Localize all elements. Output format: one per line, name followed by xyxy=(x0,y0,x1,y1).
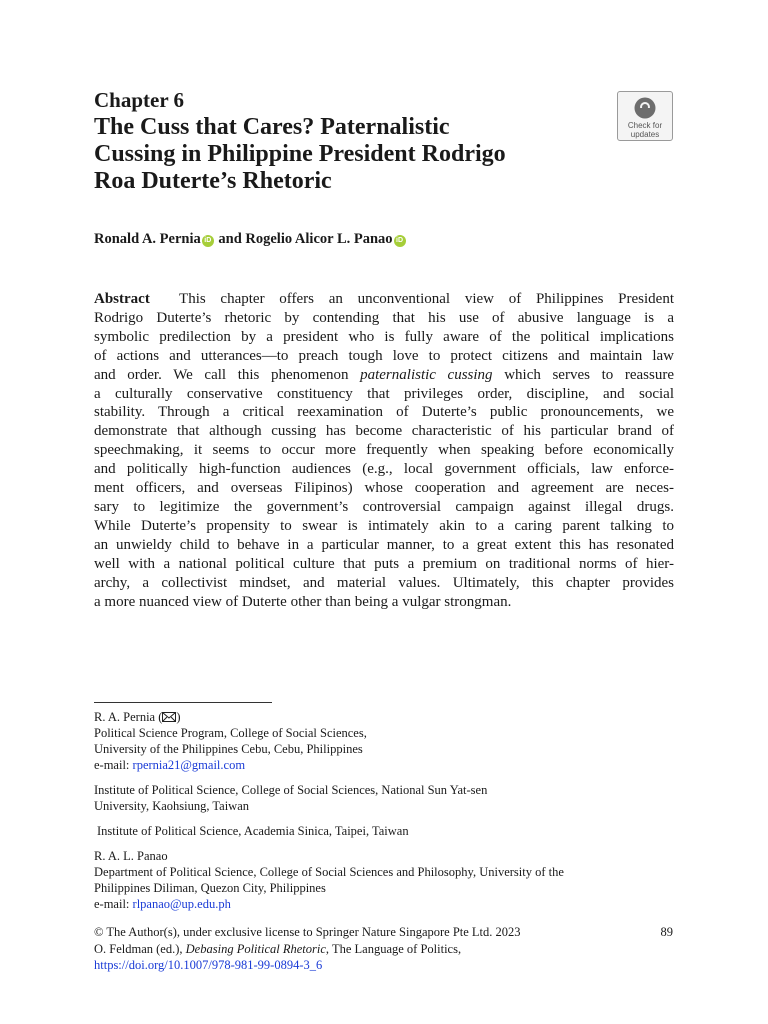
check-for-updates-icon xyxy=(633,96,657,120)
chapter-title-line: The Cuss that Cares? Paternalistic xyxy=(94,114,450,140)
footnote-email: e-mail: rpernia21@gmail.com xyxy=(94,758,246,772)
footnote-affiliation-b xyxy=(94,782,684,814)
orcid-icon[interactable]: iD xyxy=(394,235,406,247)
footnote-email: e-mail: rlpanao@up.edu.ph xyxy=(94,897,231,911)
page-number: 89 xyxy=(660,925,673,939)
book-title: Debasing Political Rhetoric xyxy=(185,941,326,956)
author-joiner: and xyxy=(218,231,242,247)
abstract-line: demonstrate that although cussing has become characteristic of his particular brand of xyxy=(94,423,674,440)
chapter-title-line: Roa Duterte’s Rhetoric xyxy=(94,168,332,194)
footnote-affiliation: University, Kaohsiung, Taiwan xyxy=(94,799,250,813)
abstract-line: a more nuanced view of Duterte other than being a vulgar strongman. xyxy=(94,593,512,610)
footnote-panao xyxy=(94,848,684,912)
abstract xyxy=(94,290,674,611)
abstract-line: and order. We call this phenomenon paternalistic cussing which serves to reassure xyxy=(94,366,674,383)
author-name: Ronald A. Pernia xyxy=(94,231,201,247)
copyright-line: © The Author(s), under exclusive license to Springer Nature Singapore Pte Ltd. 2023 xyxy=(94,925,521,939)
chapter-title xyxy=(94,114,614,195)
abstract-line: and politically high-function audiences (e.g., local government officials, law enforce- xyxy=(94,461,674,478)
abstract-line: Rodrigo Duterte’s rhetoric by contending that his use of abusive language is a xyxy=(94,309,674,326)
abstract-line: well with a national political culture that puts a premium on traditional norms of hier- xyxy=(94,555,674,572)
abstract-line: stability. Through a critical reexamination of Duterte’s public pronouncements, we xyxy=(94,404,674,421)
email-link[interactable]: rpernia21@gmail.com xyxy=(132,758,246,772)
copyright-block xyxy=(94,924,674,974)
footnote-affiliation: Political Science Program, College of Social Sciences, xyxy=(94,726,367,740)
abstract-line: sary to legitimize the government’s controversial campaign against illegal drugs. xyxy=(94,498,674,515)
check-for-updates-text: updates xyxy=(630,130,660,139)
chapter-title-line: Cussing in Philippine President Rodrigo xyxy=(94,141,506,167)
abstract-line: an unwieldy child to behave in a particular manner, to a great extent this has resonated xyxy=(94,536,674,553)
doi-line xyxy=(94,957,674,974)
abstract-line: ment officers, and overseas Filipinos) whose cooperation and agreement are neces- xyxy=(94,480,674,497)
abstract-line: archy, a collectivist mindset, and material values. Ultimately, this chapter provides xyxy=(94,574,674,591)
author-name: Rogelio Alicor L. Panao xyxy=(245,231,393,247)
footnote-affiliation: Institute of Political Science, College of Social Sciences, National Sun Yat-sen xyxy=(94,783,488,797)
chapter-label: Chapter 6 xyxy=(94,88,185,112)
footnote-author: R. A. L. Panao xyxy=(94,849,168,863)
doi-link[interactable]: https://doi.org/10.1007/978-981-99-0894-3_6 xyxy=(94,958,323,972)
abstract-line: of actions and utterances—to preach tough love to protect citizens and maintain law xyxy=(94,347,674,364)
footnotes xyxy=(94,709,684,921)
abstract-line: speechmaking, it seems to occur more frequently when speaking before economically xyxy=(94,442,674,459)
footnote-affiliation: Institute of Political Science, Academia Sinica, Taipei, Taiwan xyxy=(97,824,409,838)
check-for-updates-badge[interactable] xyxy=(617,91,673,141)
abstract-emphasis: paternalistic cussing xyxy=(360,366,493,383)
email-link[interactable]: rlpanao@up.edu.ph xyxy=(132,897,231,911)
check-for-updates-text: Check for xyxy=(627,121,663,130)
footnote-affiliation: Department of Political Science, College of Social Sciences and Philosophy, University of the xyxy=(94,865,564,879)
footnote-affiliation: Philippines Diliman, Quezon City, Philippines xyxy=(94,881,326,895)
footnote-affiliation-c xyxy=(94,823,684,839)
abstract-line: symbolic predilection by a president who is fully aware of the political implications xyxy=(94,328,674,345)
footnote-author: R. A. Pernia ( ) xyxy=(94,710,181,724)
abstract-line: Abstract This chapter offers an unconventional view of Philippines President xyxy=(94,291,675,307)
abstract-heading: Abstract xyxy=(94,291,150,307)
footnote-affiliation: University of the Philippines Cebu, Cebu, Philippines xyxy=(94,742,363,756)
envelope-icon[interactable] xyxy=(162,712,176,722)
abstract-line: While Duterte’s propensity to swear is intimately akin to a caring parent talking to xyxy=(94,517,674,534)
abstract-line: a culturally conservative constituency that privileges order, discipline, and social xyxy=(94,385,674,402)
author-line xyxy=(94,231,407,248)
footnote-pernia xyxy=(94,709,684,773)
footnote-rule xyxy=(94,702,272,703)
citation-line: O. Feldman (ed.), Debasing Political Rhetoric, The Language of Politics, xyxy=(94,941,462,956)
orcid-icon[interactable]: iD xyxy=(202,235,214,247)
